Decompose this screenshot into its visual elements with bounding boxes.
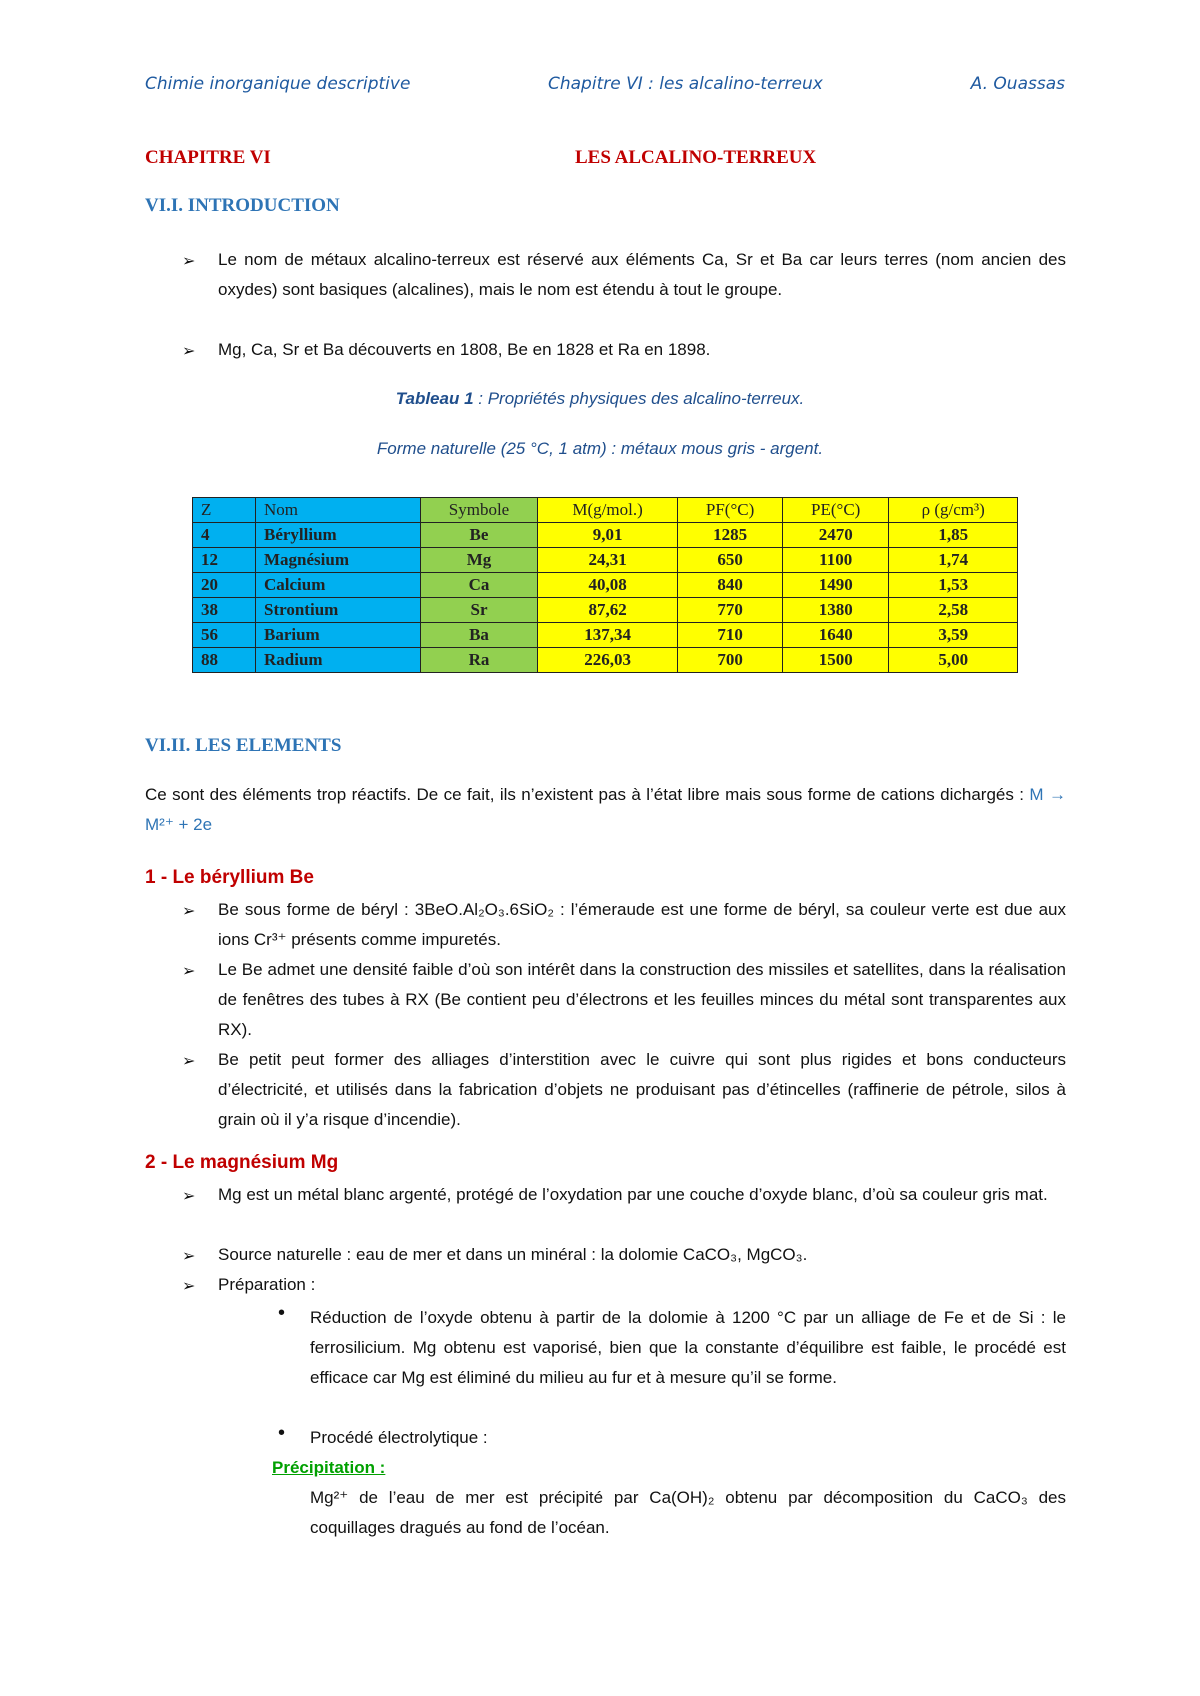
beryllium-bullet-1: Be sous forme de béryl : 3BeO.Al₂O₃.6SiO₂ : l’émeraude est une forme de béryl, sa couleur verte est due aux ions Cr³⁺ présents comme impuretés. — [218, 900, 1066, 949]
cell-nom: Magnésium — [256, 548, 421, 573]
arrow-bullet-icon: ➢ — [182, 253, 196, 270]
header-cell-boiling-point: PE(°C) — [783, 498, 889, 523]
header-chapter: Chapitre VI : les alcalino-terreux — [548, 74, 823, 94]
table-row — [193, 523, 1018, 548]
magnesium-sub-bullet-2: Procédé électrolytique : — [310, 1428, 488, 1447]
header-cell-mass: M(g/mol.) — [538, 498, 678, 523]
intro-bullet-2: Mg, Ca, Sr et Ba découverts en 1808, Be en 1828 et Ra en 1898. — [218, 340, 711, 359]
magnesium-sub-bullet-1: Réduction de l’oxyde obtenu à partir de la dolomie à 1200 °C par un alliage de Fe et de Si : le ferrosilicium. Mg obtenu est vaporisé, bien que la constante d’équilibre est faible, le procédé est efficace car Mg est éliminé du milieu au fur et à mesure qu’il se forme. — [310, 1308, 1066, 1387]
header-cell-melting-point: PF(°C) — [678, 498, 783, 523]
header-cell-nom: Nom — [256, 498, 421, 523]
table-row — [193, 648, 1018, 673]
header-cell-density: ρ (g/cm³) — [889, 498, 1018, 523]
precipitation-label: Précipitation : — [272, 1458, 386, 1477]
table-header-row — [193, 498, 1018, 523]
cell-melting-point: 840 — [678, 573, 783, 598]
elements-intro — [145, 780, 1066, 840]
cell-nom: Radium — [256, 648, 421, 673]
table-caption-text: : Propriétés physiques des alcalino-terreux. — [473, 389, 805, 408]
cell-boiling-point: 2470 — [783, 523, 889, 548]
cell-nom: Strontium — [256, 598, 421, 623]
table-row — [193, 623, 1018, 648]
cell-boiling-point: 1100 — [783, 548, 889, 573]
magnesium-bullet-2: Source naturelle : eau de mer et dans un minéral : la dolomie CaCO₃, MgCO₃. — [218, 1245, 808, 1264]
cell-density: 1,74 — [889, 548, 1018, 573]
bullet-dot-icon: • — [278, 1422, 286, 1444]
beryllium-bullet-3: Be petit peut former des alliages d’interstition avec le cuivre qui sont plus rigides et bons conducteurs d’électricité, et utilisés dans la fabrication d’objets ne produisant pas d’étincelles (raffinerie de pétrole, silos à grain où il y’a risque d’incendie). — [218, 1050, 1066, 1129]
header-cell-symbole: Symbole — [421, 498, 538, 523]
cell-z: 20 — [193, 573, 256, 598]
intro-bullet-1: Le nom de métaux alcalino-terreux est réservé aux éléments Ca, Sr et Ba car leurs terres (nom ancien des oxydes) sont basiques (alcalines), mais le nom est étendu à tout le groupe. — [218, 250, 1066, 299]
subsection-title-magnesium: 2 - Le magnésium Mg — [145, 1152, 339, 1173]
cell-z: 56 — [193, 623, 256, 648]
header-course-title: Chimie inorganique descriptive — [145, 74, 411, 94]
arrow-bullet-icon: ➢ — [182, 963, 196, 980]
cell-density: 1,85 — [889, 523, 1018, 548]
arrow-bullet-icon: ➢ — [182, 903, 196, 920]
arrow-bullet-icon: ➢ — [182, 1248, 196, 1265]
cell-mass: 40,08 — [538, 573, 678, 598]
table-row — [193, 598, 1018, 623]
cell-nom: Barium — [256, 623, 421, 648]
arrow-bullet-icon: ➢ — [182, 1188, 196, 1205]
subsection-title-beryllium: 1 - Le béryllium Be — [145, 867, 314, 888]
table-row — [193, 573, 1018, 598]
cell-symbole: Ra — [421, 648, 538, 673]
cell-mass: 226,03 — [538, 648, 678, 673]
arrow-bullet-icon: ➢ — [182, 343, 196, 360]
cell-boiling-point: 1380 — [783, 598, 889, 623]
table-caption — [0, 389, 1200, 409]
chapter-title: LES ALCALINO-TERREUX — [575, 147, 817, 168]
cell-symbole: Ba — [421, 623, 538, 648]
cell-melting-point: 700 — [678, 648, 783, 673]
cell-melting-point: 710 — [678, 623, 783, 648]
header-author: A. Ouassas — [970, 74, 1065, 94]
cell-density: 2,58 — [889, 598, 1018, 623]
bullet-dot-icon: • — [278, 1302, 286, 1324]
magnesium-bullet-1: Mg est un métal blanc argenté, protégé de l’oxydation par une couche d’oxyde blanc, d’où sa couleur gris mat. — [218, 1185, 1048, 1204]
table-subcaption: Forme naturelle (25 °C, 1 atm) : métaux mous gris - argent. — [376, 439, 824, 458]
cell-symbole: Mg — [421, 548, 538, 573]
cell-mass: 137,34 — [538, 623, 678, 648]
cell-melting-point: 650 — [678, 548, 783, 573]
cell-density: 3,59 — [889, 623, 1018, 648]
cell-nom: Calcium — [256, 573, 421, 598]
table-caption-label: Tableau 1 — [395, 389, 474, 408]
chapter-number: CHAPITRE VI — [145, 147, 271, 168]
cell-density: 1,53 — [889, 573, 1018, 598]
section-title-introduction: VI.I. INTRODUCTION — [145, 195, 340, 216]
beryllium-bullet-2: Le Be admet une densité faible d’où son intérêt dans la construction des missiles et satellites, dans la réalisation de fenêtres des tubes à RX (Be contient peu d’électrons et les feuilles minces du métal sont transparentes aux RX). — [218, 960, 1066, 1039]
cell-mass: 24,31 — [538, 548, 678, 573]
cell-melting-point: 1285 — [678, 523, 783, 548]
cell-z: 12 — [193, 548, 256, 573]
cell-boiling-point: 1640 — [783, 623, 889, 648]
magnesium-bullet-3: Préparation : — [218, 1275, 316, 1294]
properties-table — [192, 497, 1018, 673]
arrow-bullet-icon: ➢ — [182, 1278, 196, 1295]
precipitation-text: Mg²⁺ de l’eau de mer est précipité par Ca(OH)₂ obtenu par décomposition du CaCO₃ des coquillages dragués au fond de l’océan. — [310, 1488, 1066, 1537]
ionization-equation: M → M²⁺ + 2e — [145, 785, 1066, 834]
cell-symbole: Be — [421, 523, 538, 548]
table-row — [193, 548, 1018, 573]
cell-z: 4 — [193, 523, 256, 548]
section-title-elements: VI.II. LES ELEMENTS — [145, 735, 342, 756]
cell-mass: 87,62 — [538, 598, 678, 623]
arrow-bullet-icon: ➢ — [182, 1053, 196, 1070]
cell-melting-point: 770 — [678, 598, 783, 623]
cell-mass: 9,01 — [538, 523, 678, 548]
cell-boiling-point: 1500 — [783, 648, 889, 673]
cell-symbole: Ca — [421, 573, 538, 598]
cell-symbole: Sr — [421, 598, 538, 623]
elements-intro-text: Ce sont des éléments trop réactifs. De ce fait, ils n’existent pas à l’état libre mais sous forme de cations dichargés : — [145, 785, 1030, 804]
cell-nom: Béryllium — [256, 523, 421, 548]
cell-z: 88 — [193, 648, 256, 673]
cell-density: 5,00 — [889, 648, 1018, 673]
cell-boiling-point: 1490 — [783, 573, 889, 598]
cell-z: 38 — [193, 598, 256, 623]
header-cell-z: Z — [193, 498, 256, 523]
